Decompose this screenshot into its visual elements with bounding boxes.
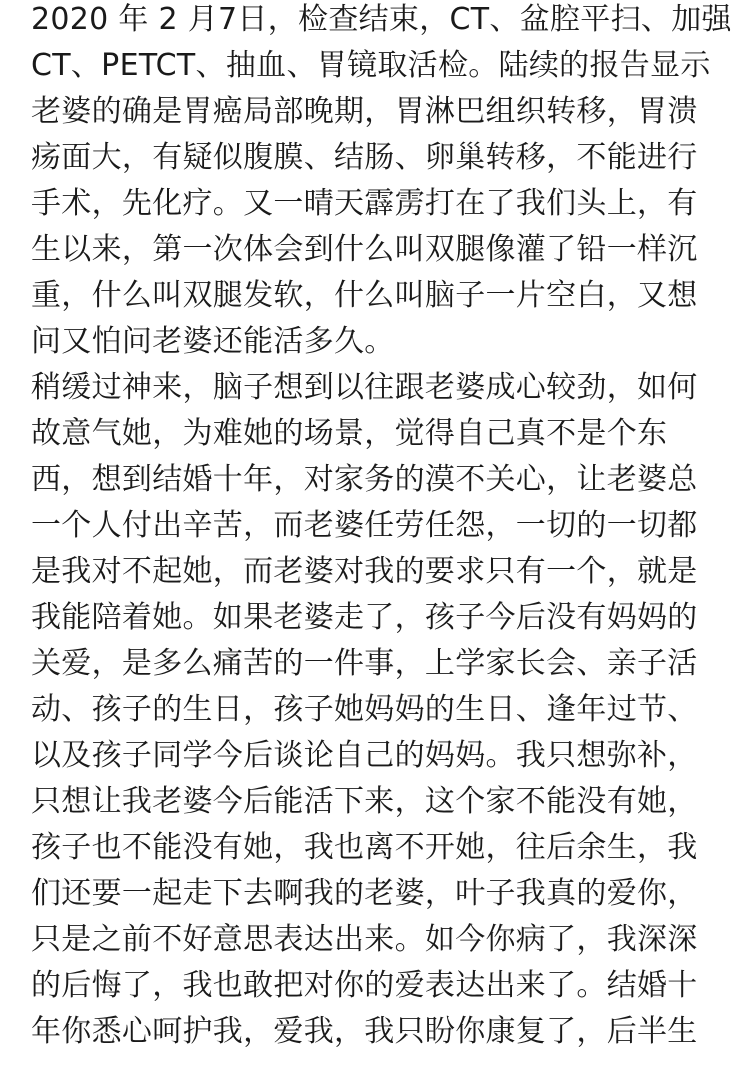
text-line: 以及孩子同学今后谈论自己的妈妈。我只想弥补， xyxy=(31,738,698,773)
text-line: 关爱，是多么痛苦的一件事，上学家长会、亲子活 xyxy=(31,646,698,681)
text-line: 故意气她，为难她的场景，觉得自己真不是个东 xyxy=(31,416,668,451)
text-line: 老婆的确是胃癌局部晚期，胃淋巴组织转移，胃溃 xyxy=(31,94,698,129)
text-line: 孩子也不能没有她，我也离不开她，往后余生，我 xyxy=(31,830,698,865)
text-line: CT、PETCT、抽血、胃镜取活检。陆续的报告显示 xyxy=(31,48,711,83)
text-line: 们还要一起走下去啊我的老婆，叶子我真的爱你， xyxy=(31,876,698,911)
text-line: 问又怕问老婆还能活多久。 xyxy=(31,324,395,359)
text-line: 生以来，第一次体会到什么叫双腿像灌了铅一样沉 xyxy=(31,232,698,267)
text-line: 重，什么叫双腿发软，什么叫脑子一片空白，又想 xyxy=(31,278,698,313)
text-line: 的后悔了，我也敢把对你的爱表达出来了。结婚十 xyxy=(31,968,698,1003)
text-line: 只是之前不好意思表达出来。如今你病了，我深深 xyxy=(31,922,698,957)
text-line: 我能陪着她。如果老婆走了，孩子今后没有妈妈的 xyxy=(31,600,698,635)
text-line: 是我对不起她，而老婆对我的要求只有一个，就是 xyxy=(31,554,698,589)
text-line: 手术，先化疗。又一晴天霹雳打在了我们头上，有 xyxy=(31,186,698,221)
text-line: 一个人付出辛苦，而老婆任劳任怨，一切的一切都 xyxy=(31,508,698,543)
text-line: 稍缓过神来，脑子想到以往跟老婆成心较劲，如何 xyxy=(31,370,698,405)
text-line: 西，想到结婚十年，对家务的漠不关心，让老婆总 xyxy=(31,462,698,497)
text-line: 只想让我老婆今后能活下来，这个家不能没有她， xyxy=(31,784,698,819)
text-line: 疡面大，有疑似腹膜、结肠、卵巢转移，不能进行 xyxy=(31,140,698,175)
text-line: 年你悉心呵护我，爱我，我只盼你康复了，后半生 xyxy=(31,1014,698,1049)
text-line: 2020 年 2 月7日，检查结束，CT、盆腔平扫、加强 xyxy=(31,2,732,37)
text-line: 动、孩子的生日，孩子她妈妈的生日、逢年过节、 xyxy=(31,692,698,727)
